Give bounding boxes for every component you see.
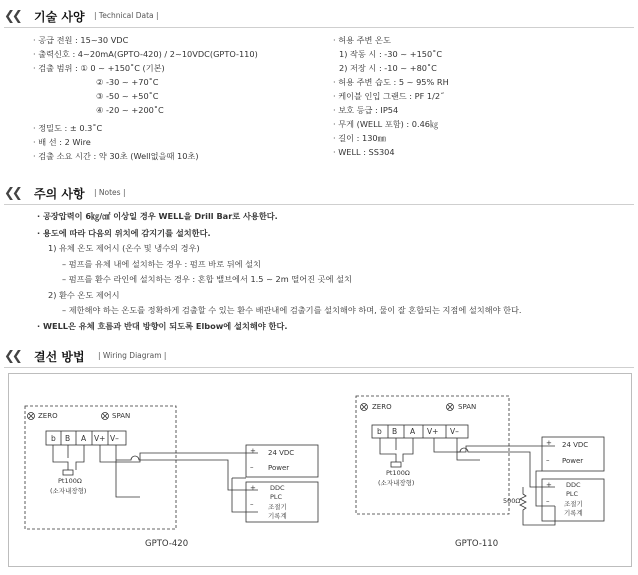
power-minus: – [250,463,254,471]
power-plus: + [250,447,256,455]
housing-outline-110 [356,396,509,514]
chevron-left-icon: ❮❮ [4,186,20,201]
pt100-sensor [63,470,73,475]
ctrl-line: 기록계 [564,509,583,517]
terminal-label: B [65,434,71,443]
spec-line: · 출력신호 : 4~20mA(GPTO-420) / 2~10VDC(GPTO-110) [33,49,258,59]
notes-subtitle: | Notes | [94,188,126,197]
sensor-note: (소자내장형) [378,479,415,487]
wire-vplus [434,438,555,452]
spec-line: · WELL : SS304 [333,147,395,157]
span-label: SPAN [112,412,131,420]
terminal-label: b [377,427,382,436]
span-label: SPAN [458,403,477,411]
terminal-label: A [81,434,87,443]
note-line: 1) 유체 온도 제어시 (온수 및 냉수의 경우) [48,243,200,253]
terminal-label: b [51,434,56,443]
spec-line: · 검출 소요 시간 : 약 30초 (Well없을때 10초) [33,151,199,161]
spec-line: ③ -50 ~ +50˚C [96,91,159,101]
note-line: – 펌프를 환수 라인에 설치하는 경우 : 혼합 밸브에서 1.5 ~ 2m 떨어진 곳에 설치 [62,274,352,284]
tech-title: 기술 사양 [34,10,85,24]
ctrl-line: 기록계 [268,512,287,520]
ctrl-line: PLC [270,493,283,501]
diagram-caption: GPTO-420 [145,539,189,549]
spec-line: · 보호 등급 : IP54 [333,105,399,115]
wiring-subtitle: | Wiring Diagram | [98,351,167,360]
pt100-sensor [391,462,401,467]
wiring-title: 결선 방법 [34,350,85,364]
ctrl-plus: + [546,481,552,489]
spec-line: 1) 작동 시 : -30 ~ +150˚C [339,49,443,59]
sensor-wire [53,445,68,470]
housing-outline-420 [25,406,176,529]
terminal-label: A [410,427,416,436]
spec-line: · 허용 주변 온도 [333,35,391,45]
ctrl-line: 조절기 [268,503,287,511]
tech-subtitle: | Technical Data | [94,11,159,20]
ctrl-minus: – [546,497,550,505]
wire-vplus [100,445,258,462]
note-line: – 펌프를 유체 내에 설치하는 경우 : 펌프 바로 뒤에 설치 [62,259,261,269]
power-voltage: 24 VDC [268,449,295,457]
spec-line: · 정밀도 : ± 0.3˚C [33,123,103,133]
sensor-note: (소자내장형) [50,487,87,495]
zero-label: ZERO [372,403,392,411]
note-line: · WELL은 유체 흐름과 반대 방향이 되도록 Elbow에 설치해야 한다. [37,321,288,331]
power-label: Power [268,464,290,472]
note-line: 2) 환수 온도 제어시 [48,290,120,300]
spec-line: ② -30 ~ +70˚C [96,77,159,87]
ctrl-line: DDC [270,484,285,492]
power-minus: – [546,456,550,464]
spec-line: · 공급 전원 : 15~30 VDC [33,35,129,45]
note-line: – 제한해야 하는 온도를 정확하게 검출할 수 있는 환수 배관내에 검출기를 설치해야 하며, 물이 잘 혼합되는 지점에 설치해야 한다. [62,305,522,315]
resistor-label: 500Ω [503,497,521,505]
zero-label: ZERO [38,412,58,420]
terminal-label: V– [110,434,119,443]
sensor-label: Pt100Ω [58,477,82,485]
terminal-label: V+ [427,427,439,436]
sensor-label: Pt100Ω [386,469,410,477]
chevron-left-icon: ❮❮ [4,349,20,364]
wire-vminus [116,445,140,497]
terminal-label: B [392,427,398,436]
ctrl-line: PLC [566,490,579,498]
spec-line: · 허용 주변 습도 : 5 ~ 95% RH [333,77,449,87]
power-label: Power [562,457,584,465]
ctrl-line: DDC [566,481,581,489]
spec-line: ④ -20 ~ +200˚C [96,105,164,115]
terminal-label: V+ [94,434,106,443]
spec-line: · 무게 (WELL 포함) : 0.46㎏ [333,119,439,129]
power-voltage: 24 VDC [562,441,589,449]
power-plus: + [546,439,552,447]
notes-title: 주의 사항 [34,187,85,201]
terminal-label: V– [450,427,459,436]
spec-line: 2) 저장 시 : -10 ~ +80˚C [339,63,437,73]
note-line: · 용도에 따라 다음의 위치에 감지기를 설치한다. [37,228,211,238]
diagram-caption: GPTO-110 [455,539,499,549]
ctrl-minus: – [250,500,254,508]
chevron-left-icon: ❮❮ [4,9,20,24]
note-line: · 공장압력이 6㎏/㎠ 이상일 경우 WELL을 Drill Bar로 사용한다. [37,211,278,221]
ctrl-plus: + [250,484,256,492]
spec-line: · 케이블 인입 그랜드 : PF 1/2˝ [333,91,445,101]
ctrl-line: 조절기 [564,500,583,508]
spec-line: · 검출 범위 : ① 0 ~ +150˚C (기본) [33,63,165,73]
spec-line: · 길이 : 130㎜ [333,133,386,143]
spec-line: · 배 선 : 2 Wire [33,137,91,147]
